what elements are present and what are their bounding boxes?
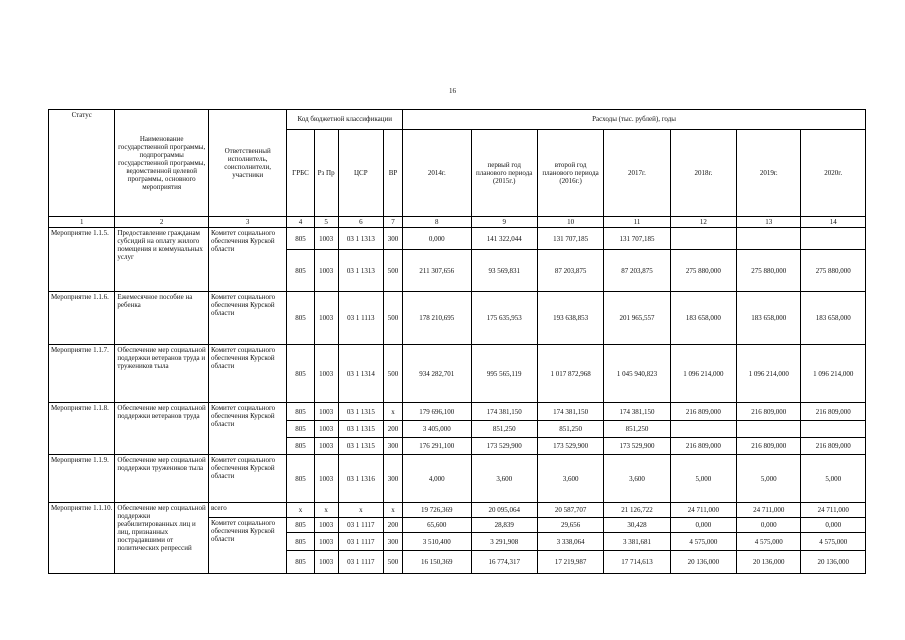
cell-y2017: 87 203,875 bbox=[604, 250, 670, 292]
cell-y2015: 3,600 bbox=[471, 455, 537, 503]
cell-csr: 03 1 1117 bbox=[338, 551, 383, 574]
cell-y2018: 183 658,000 bbox=[670, 292, 736, 345]
cell-csr: х bbox=[338, 503, 383, 518]
cell-grbs: 805 bbox=[287, 438, 314, 455]
cell-y2019: 5,000 bbox=[737, 455, 801, 503]
cell-y2017: 173 529,900 bbox=[604, 438, 670, 455]
cell-grbs: х bbox=[287, 503, 314, 518]
cell-y2014: 16 150,369 bbox=[403, 551, 471, 574]
cell-grbs: 805 bbox=[287, 455, 314, 503]
table-row bbox=[49, 345, 866, 403]
column-number: 6 bbox=[338, 217, 383, 228]
cell-rzpr: 1003 bbox=[314, 421, 338, 438]
column-number: 5 bbox=[314, 217, 338, 228]
cell-y2019: 20 136,000 bbox=[737, 551, 801, 574]
cell-grbs: 805 bbox=[287, 292, 314, 345]
cell-y2017: 3 381,681 bbox=[604, 533, 670, 551]
col-header-2015: первый год планового периода (2015г.) bbox=[471, 130, 537, 217]
cell-y2018 bbox=[670, 421, 736, 438]
cell-grbs: 805 bbox=[287, 403, 314, 421]
cell-grbs: 805 bbox=[287, 345, 314, 403]
row-status: Мероприятие 1.1.6. bbox=[49, 292, 115, 345]
row-responsible: Комитет социального обеспечения Курской области bbox=[208, 403, 286, 455]
cell-grbs: 805 bbox=[287, 421, 314, 438]
cell-y2017: 851,250 bbox=[604, 421, 670, 438]
cell-y2020: 216 809,000 bbox=[801, 438, 866, 455]
col-header-csr: ЦСР bbox=[338, 130, 383, 217]
col-header-2020: 2020г. bbox=[801, 130, 866, 217]
cell-y2014: 4,000 bbox=[403, 455, 471, 503]
table-row bbox=[49, 403, 866, 421]
row-status: Мероприятие 1.1.5. bbox=[49, 228, 115, 292]
cell-y2016: 131 707,185 bbox=[537, 228, 603, 250]
cell-csr: 03 1 1113 bbox=[338, 292, 383, 345]
row-responsible: Комитет социального обеспечения Курской области bbox=[208, 345, 286, 403]
cell-y2016: 20 587,707 bbox=[537, 503, 603, 518]
cell-rzpr: 1003 bbox=[314, 455, 338, 503]
row-name: Обеспечение мер социальной поддержки тружеников тыла bbox=[115, 455, 209, 503]
cell-y2018: 275 880,000 bbox=[670, 250, 736, 292]
cell-y2018: 0,000 bbox=[670, 518, 736, 533]
cell-y2018: 216 809,000 bbox=[670, 438, 736, 455]
cell-y2018: 24 711,000 bbox=[670, 503, 736, 518]
cell-y2017: 174 381,150 bbox=[604, 403, 670, 421]
cell-y2016: 851,250 bbox=[537, 421, 603, 438]
cell-y2015: 20 095,064 bbox=[471, 503, 537, 518]
cell-y2014: 3 405,000 bbox=[403, 421, 471, 438]
cell-y2017: 201 965,557 bbox=[604, 292, 670, 345]
cell-vr: 200 bbox=[383, 518, 402, 533]
column-number: 2 bbox=[115, 217, 209, 228]
cell-y2015: 995 565,119 bbox=[471, 345, 537, 403]
cell-rzpr: 1003 bbox=[314, 228, 338, 250]
cell-y2017: 30,428 bbox=[604, 518, 670, 533]
col-header-2018: 2018г. bbox=[670, 130, 736, 217]
row-responsible-total: всего bbox=[208, 503, 286, 518]
column-number: 8 bbox=[403, 217, 471, 228]
cell-y2016: 173 529,900 bbox=[537, 438, 603, 455]
cell-csr: 03 1 1313 bbox=[338, 250, 383, 292]
cell-y2019: 275 880,000 bbox=[737, 250, 801, 292]
row-responsible: Комитет социального обеспечения Курской области bbox=[208, 518, 286, 574]
cell-rzpr: 1003 bbox=[314, 345, 338, 403]
cell-vr: х bbox=[383, 403, 402, 421]
col-header-2017: 2017г. bbox=[604, 130, 670, 217]
cell-y2019: 216 809,000 bbox=[737, 438, 801, 455]
cell-y2016: 1 017 872,968 bbox=[537, 345, 603, 403]
cell-y2020: 183 658,000 bbox=[801, 292, 866, 345]
cell-y2017: 21 126,722 bbox=[604, 503, 670, 518]
column-number: 7 bbox=[383, 217, 402, 228]
column-number: 9 bbox=[471, 217, 537, 228]
row-name: Обеспечение мер социальной поддержки реабилитированных лиц и лиц, признанных пострадавшими от политических репрессий bbox=[115, 503, 209, 574]
cell-y2016: 193 638,853 bbox=[537, 292, 603, 345]
cell-y2016: 3 338,064 bbox=[537, 533, 603, 551]
cell-y2019: 4 575,000 bbox=[737, 533, 801, 551]
cell-vr: 500 bbox=[383, 250, 402, 292]
cell-y2019: 1 096 214,000 bbox=[737, 345, 801, 403]
table-row bbox=[49, 228, 866, 250]
cell-y2017: 1 045 940,823 bbox=[604, 345, 670, 403]
table-row bbox=[49, 503, 866, 518]
col-header-grbs: ГРБС bbox=[287, 130, 314, 217]
cell-y2018: 20 136,000 bbox=[670, 551, 736, 574]
cell-rzpr: х bbox=[314, 503, 338, 518]
cell-y2020: 4 575,000 bbox=[801, 533, 866, 551]
cell-y2020: 1 096 214,000 bbox=[801, 345, 866, 403]
cell-csr: 03 1 1117 bbox=[338, 533, 383, 551]
cell-y2020: 216 809,000 bbox=[801, 403, 866, 421]
cell-y2016: 87 203,875 bbox=[537, 250, 603, 292]
cell-y2016: 29,656 bbox=[537, 518, 603, 533]
cell-y2015: 174 381,150 bbox=[471, 403, 537, 421]
cell-rzpr: 1003 bbox=[314, 403, 338, 421]
cell-y2018: 216 809,000 bbox=[670, 403, 736, 421]
cell-vr: 300 bbox=[383, 533, 402, 551]
cell-y2014: 934 282,701 bbox=[403, 345, 471, 403]
column-number: 3 bbox=[208, 217, 286, 228]
cell-grbs: 805 bbox=[287, 518, 314, 533]
column-number: 12 bbox=[670, 217, 736, 228]
page-number: 16 bbox=[449, 87, 456, 95]
cell-y2019: 183 658,000 bbox=[737, 292, 801, 345]
col-header-expenses: Расходы (тыс. рублей), годы bbox=[403, 110, 866, 130]
cell-csr: 03 1 1315 bbox=[338, 421, 383, 438]
cell-csr: 03 1 1316 bbox=[338, 455, 383, 503]
cell-grbs: 805 bbox=[287, 551, 314, 574]
cell-y2014: 178 210,695 bbox=[403, 292, 471, 345]
cell-rzpr: 1003 bbox=[314, 533, 338, 551]
column-number: 14 bbox=[801, 217, 866, 228]
cell-csr: 03 1 1117 bbox=[338, 518, 383, 533]
cell-y2014: 176 291,100 bbox=[403, 438, 471, 455]
cell-y2015: 93 569,831 bbox=[471, 250, 537, 292]
row-status: Мероприятие 1.1.9. bbox=[49, 455, 115, 503]
row-responsible: Комитет социального обеспечения Курской области bbox=[208, 292, 286, 345]
row-name: Обеспечение мер социальной поддержки ветеранов труда bbox=[115, 403, 209, 455]
col-header-budget-code: Код бюджетной классификации bbox=[287, 110, 403, 130]
cell-y2020: 0,000 bbox=[801, 518, 866, 533]
cell-y2020 bbox=[801, 228, 866, 250]
cell-csr: 03 1 1315 bbox=[338, 438, 383, 455]
column-number: 1 bbox=[49, 217, 115, 228]
cell-y2019: 24 711,000 bbox=[737, 503, 801, 518]
cell-y2017: 3,600 bbox=[604, 455, 670, 503]
cell-y2015: 851,250 bbox=[471, 421, 537, 438]
table-row bbox=[49, 455, 866, 503]
row-responsible: Комитет социального обеспечения Курской области bbox=[208, 455, 286, 503]
table-row bbox=[49, 292, 866, 345]
row-responsible: Комитет социального обеспечения Курской области bbox=[208, 228, 286, 292]
row-status: Мероприятие 1.1.10. bbox=[49, 503, 115, 574]
col-header-status: Статус bbox=[49, 110, 115, 217]
cell-rzpr: 1003 bbox=[314, 292, 338, 345]
cell-y2015: 16 774,317 bbox=[471, 551, 537, 574]
cell-y2014: 65,600 bbox=[403, 518, 471, 533]
row-status: Мероприятие 1.1.7. bbox=[49, 345, 115, 403]
cell-rzpr: 1003 bbox=[314, 250, 338, 292]
column-number: 11 bbox=[604, 217, 670, 228]
cell-y2020: 275 880,000 bbox=[801, 250, 866, 292]
budget-table bbox=[48, 109, 866, 574]
col-header-2014: 2014г. bbox=[403, 130, 471, 217]
col-header-2016: второй год планового периода (2016г.) bbox=[537, 130, 603, 217]
cell-csr: 03 1 1315 bbox=[338, 403, 383, 421]
cell-y2019: 0,000 bbox=[737, 518, 801, 533]
row-status: Мероприятие 1.1.8. bbox=[49, 403, 115, 455]
row-name: Ежемесячное пособие на ребенка bbox=[115, 292, 209, 345]
cell-y2014: 0,000 bbox=[403, 228, 471, 250]
cell-y2017: 131 707,185 bbox=[604, 228, 670, 250]
cell-y2018 bbox=[670, 228, 736, 250]
cell-y2020: 5,000 bbox=[801, 455, 866, 503]
cell-y2019: 216 809,000 bbox=[737, 403, 801, 421]
column-number-row bbox=[49, 217, 866, 228]
cell-y2014: 3 510,400 bbox=[403, 533, 471, 551]
cell-y2014: 19 726,369 bbox=[403, 503, 471, 518]
cell-y2018: 4 575,000 bbox=[670, 533, 736, 551]
cell-y2018: 5,000 bbox=[670, 455, 736, 503]
cell-y2020 bbox=[801, 421, 866, 438]
cell-y2017: 17 714,613 bbox=[604, 551, 670, 574]
column-number: 4 bbox=[287, 217, 314, 228]
col-header-rzpr: Рз Пр bbox=[314, 130, 338, 217]
cell-csr: 03 1 1314 bbox=[338, 345, 383, 403]
cell-y2016: 17 219,987 bbox=[537, 551, 603, 574]
cell-y2016: 3,600 bbox=[537, 455, 603, 503]
col-header-responsible: Ответственный исполнитель, соисполнители, участники bbox=[208, 110, 286, 217]
cell-vr: 300 bbox=[383, 455, 402, 503]
col-header-vr: ВР bbox=[383, 130, 402, 217]
cell-vr: 200 bbox=[383, 421, 402, 438]
cell-y2015: 175 635,953 bbox=[471, 292, 537, 345]
cell-vr: 300 bbox=[383, 438, 402, 455]
cell-y2015: 28,839 bbox=[471, 518, 537, 533]
cell-y2016: 174 381,150 bbox=[537, 403, 603, 421]
col-header-name: Наименование государственной программы, подпрограммы государственной программы, ведомственной целевой программы, основного мероприятия bbox=[115, 110, 209, 217]
cell-vr: х bbox=[383, 503, 402, 518]
cell-y2014: 211 307,656 bbox=[403, 250, 471, 292]
cell-grbs: 805 bbox=[287, 533, 314, 551]
column-number: 13 bbox=[737, 217, 801, 228]
cell-grbs: 805 bbox=[287, 250, 314, 292]
cell-vr: 500 bbox=[383, 345, 402, 403]
row-name: Обеспечение мер социальной поддержки ветеранов труда и тружеников тыла bbox=[115, 345, 209, 403]
cell-rzpr: 1003 bbox=[314, 438, 338, 455]
row-name: Предоставление гражданам субсидий на оплату жилого помещения и коммунальных услуг bbox=[115, 228, 209, 292]
cell-grbs: 805 bbox=[287, 228, 314, 250]
cell-y2019 bbox=[737, 421, 801, 438]
cell-y2018: 1 096 214,000 bbox=[670, 345, 736, 403]
cell-y2020: 20 136,000 bbox=[801, 551, 866, 574]
cell-y2014: 179 696,100 bbox=[403, 403, 471, 421]
cell-y2020: 24 711,000 bbox=[801, 503, 866, 518]
cell-y2019 bbox=[737, 228, 801, 250]
cell-rzpr: 1003 bbox=[314, 551, 338, 574]
col-header-2019: 2019г. bbox=[737, 130, 801, 217]
cell-csr: 03 1 1313 bbox=[338, 228, 383, 250]
cell-rzpr: 1003 bbox=[314, 518, 338, 533]
column-number: 10 bbox=[537, 217, 603, 228]
cell-vr: 300 bbox=[383, 228, 402, 250]
cell-y2015: 3 291,908 bbox=[471, 533, 537, 551]
cell-y2015: 141 322,044 bbox=[471, 228, 537, 250]
cell-y2015: 173 529,900 bbox=[471, 438, 537, 455]
cell-vr: 500 bbox=[383, 292, 402, 345]
cell-vr: 500 bbox=[383, 551, 402, 574]
